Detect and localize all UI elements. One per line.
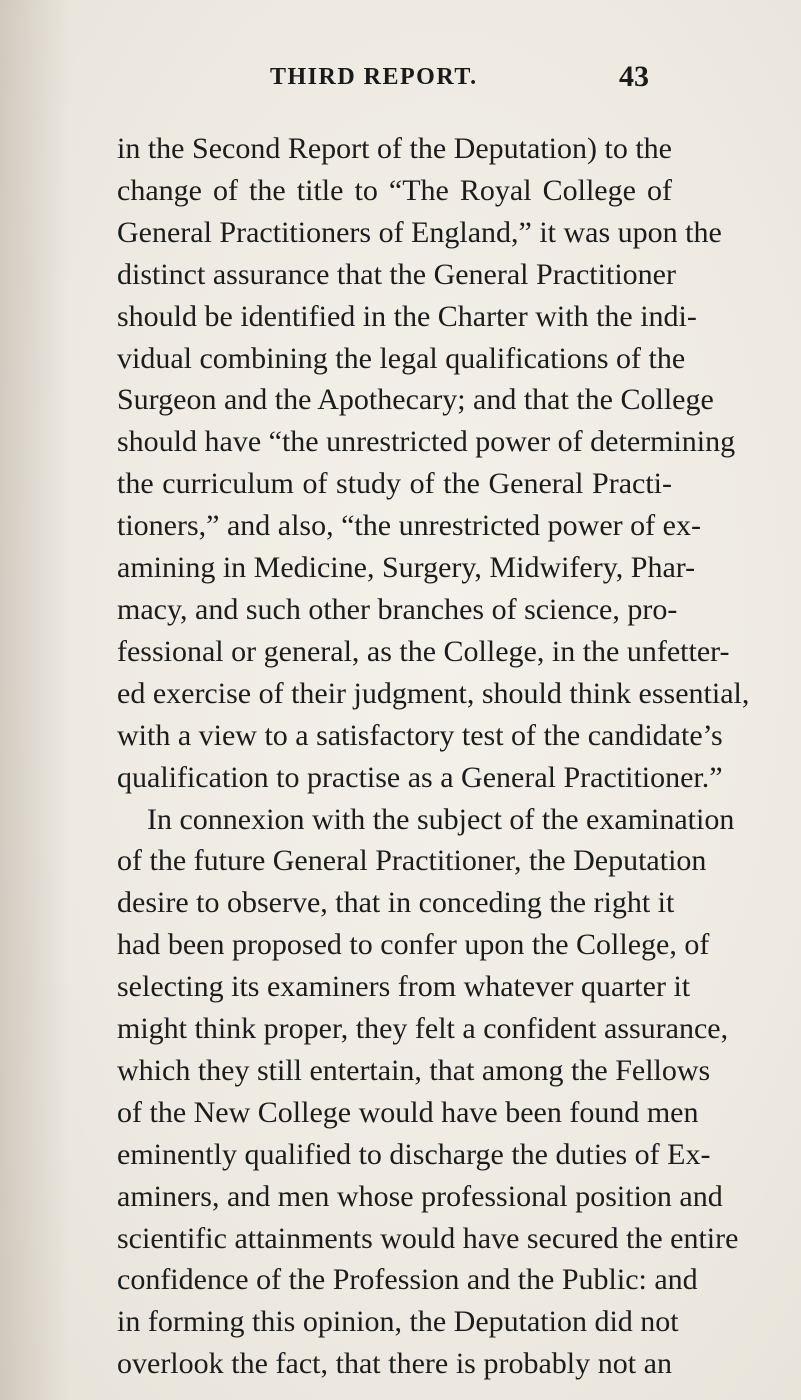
text-line: should have “the unrestricted power of determining (117, 425, 736, 459)
text-line: change of the title to “The Royal College of (117, 173, 672, 207)
text-line: In connexion with the subject of the examination (147, 802, 735, 836)
text-line: with a view to a satisfactory test of the candidate’s (117, 718, 723, 752)
text-line: might think proper, they felt a confident assurance, (117, 1012, 729, 1046)
text-line: General Practitioners of England,” it was upon the (117, 215, 722, 249)
text-line: eminently qualified to discharge the duties of Ex- (117, 1137, 711, 1171)
text-line: selecting its examiners from whatever quarter it (117, 970, 691, 1004)
page-number: 43 (619, 60, 649, 93)
text-line: of the New College would have been found men (117, 1095, 699, 1129)
text-line: tioners,” and also, “the unrestricted power of ex- (117, 509, 701, 543)
text-line: the curriculum of study of the General Practi- (117, 467, 672, 501)
text-line: which they still entertain, that among the Fellows (117, 1053, 711, 1087)
text-line: vidual combining the legal qualifications of the (117, 341, 686, 375)
binding-gutter-shadow (0, 0, 70, 1400)
text-line: desire to observe, that in conceding the right it (117, 886, 675, 920)
text-line: in forming this opinion, the Deputation did not (117, 1305, 679, 1339)
text-line: fessional or general, as the College, in the unfetter- (117, 634, 730, 668)
text-line: amining in Medicine, Surgery, Midwifery, Phar- (117, 551, 696, 585)
running-head (0, 58, 801, 98)
body-text (117, 128, 750, 1385)
text-line: aminers, and men whose professional position and (117, 1179, 723, 1213)
text-line: in the Second Report of the Deputation) to the (117, 132, 672, 165)
text-line: scientific attainments would have secured the entire (117, 1221, 739, 1255)
text-line: of the future General Practitioner, the Deputation (117, 844, 707, 878)
running-title: THIRD REPORT. (270, 64, 478, 90)
text-line: ed exercise of their judgment, should think essential, (117, 676, 750, 710)
text-line: overlook the fact, that there is probably not an (117, 1347, 672, 1381)
text-line: macy, and such other branches of science, pro- (117, 592, 678, 626)
text-line: had been proposed to confer upon the College, of (117, 928, 710, 962)
text-line: distinct assurance that the General Practitioner (117, 257, 676, 291)
text-line: confidence of the Profession and the Public: and (117, 1263, 698, 1297)
text-line: should be identified in the Charter with the indi- (117, 299, 697, 333)
text-line: qualification to practise as a General Practitioner.” (117, 760, 723, 794)
text-line: Surgeon and the Apothecary; and that the College (117, 383, 714, 417)
